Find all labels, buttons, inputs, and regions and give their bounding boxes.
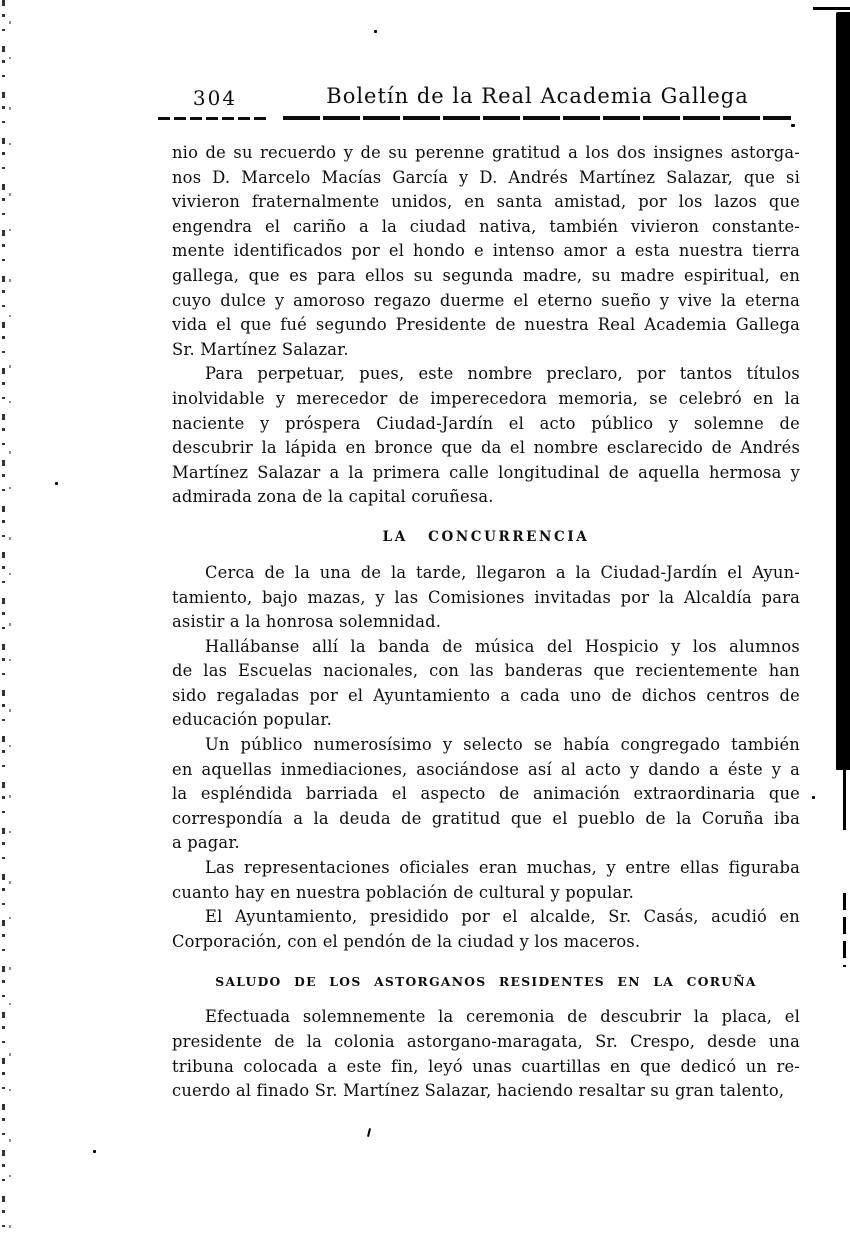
text-line: de las Escuelas nacionales, con las banderas que recientemente han (172, 661, 800, 681)
text-line: Martínez Salazar a la primera calle longitudinal de aquella hermosa y (172, 462, 800, 482)
text-line: vivieron fraternalmente unidos, en santa amistad, por los lazos que (172, 192, 800, 212)
scan-noise-left-edge (2, 0, 5, 1242)
text-line: vida el que fué segundo Presidente de nuestra Real Academia Gallega (172, 315, 800, 335)
header-rule-long (283, 116, 791, 120)
scan-noise-top-tick (813, 7, 850, 10)
page-number: 304 (192, 86, 238, 110)
journal-title: Boletín de la Real Academia Gallega (326, 84, 749, 108)
text-line: mente identificados por el hondo e intenso amor a esta nuestra tierra (172, 241, 800, 261)
text-column (172, 141, 800, 1104)
text-line: engendra el cariño a la ciudad nativa, también vivieron constante- (172, 216, 800, 236)
text-line: cuerdo al finado Sr. Martínez Salazar, haciendo resaltar su gran talento, (172, 1081, 785, 1101)
text-line: cuanto hay en nuestra población de cultural y popular. (172, 882, 635, 902)
scan-noise-right-band (836, 12, 850, 770)
text-line: Un público numerosísimo y selecto se había congregado también (205, 735, 800, 755)
text-line: en aquellas inmediaciones, asociándose así al acto y dando a éste y a (172, 759, 800, 779)
scan-speck (93, 1150, 96, 1153)
scan-noise-left-edge-2 (9, 0, 11, 1242)
text-line: educación popular. (172, 710, 332, 730)
text-line: tamiento, bajo mazas, y las Comisiones invitadas por la Alcaldía para (172, 587, 800, 607)
scan-noise-right-dashes (843, 893, 846, 967)
text-line: admirada zona de la capital coruñesa. (172, 487, 494, 507)
scan-noise-right-line (843, 768, 846, 830)
text-line: a pagar. (172, 833, 240, 853)
text-line: nos D. Marcelo Macías García y D. Andrés Martínez Salazar, que si (172, 167, 800, 187)
text-line: descubrir la lápida en bronce que da el nombre esclarecido de Andrés (172, 438, 800, 458)
scan-speck (812, 796, 815, 799)
text-line: Cerca de la una de la tarde, llegaron a la Ciudad-Jardín el Ayun- (205, 562, 800, 582)
text-line: gallega, que es para ellos su segunda madre, su madre espiritual, en (172, 265, 800, 285)
text-line: la espléndida barriada el aspecto de animación extraordinaria que (172, 784, 800, 804)
text-line: presidente de la colonia astorgano-maragata, Sr. Crespo, desde una (172, 1032, 800, 1051)
text-line: tribuna colocada a este fin, leyó unas cuartillas en que dedicó un re- (172, 1056, 800, 1076)
section-heading: LA CONCURRENCIA (382, 528, 590, 545)
text-line: Corporación, con el pendón de la ciudad y los maceros. (172, 931, 641, 951)
scan-speck (374, 30, 377, 33)
scan-speck (55, 482, 58, 485)
text-line: asistir a la honrosa solemnidad. (172, 612, 442, 632)
scan-speck (791, 124, 795, 127)
text-line: inolvidable y merecedor de imperecedora memoria, se celebró en la (172, 388, 800, 408)
scan-speck (367, 1128, 371, 1137)
text-line: El Ayuntamiento, presidido por el alcalde, Sr. Casás, acudió en (205, 907, 800, 927)
text-line: cuyo dulce y amoroso regazo duerme el eterno sueño y vive la eterna (172, 290, 800, 310)
text-line: sido regaladas por el Ayuntamiento a cada uno de dichos centros de (172, 685, 800, 705)
text-line: naciente y próspera Ciudad-Jardín el acto público y solemne de (172, 413, 800, 433)
text-line: Efectuada solemnemente la ceremonia de descubrir la placa, el (205, 1007, 800, 1027)
header-rule-short (158, 117, 270, 120)
text-line: correspondía a la deuda de gratitud que el pueblo de la Coruña iba (172, 808, 800, 828)
text-line: Sr. Martínez Salazar. (172, 339, 349, 359)
section-heading: SALUDO DE LOS ASTORGANOS RESIDENTES EN LA CORUÑA (215, 974, 757, 990)
text-line: Para perpetuar, pues, este nombre preclaro, por tantos títulos (205, 364, 800, 384)
text-line: Hallábanse allí la banda de música del Hospicio y los alumnos (205, 636, 800, 656)
text-line: nio de su recuerdo y de su perenne gratitud a los dos insignes astorga- (172, 143, 800, 162)
text-line: Las representaciones oficiales eran muchas, y entre ellas figuraba (205, 858, 800, 878)
